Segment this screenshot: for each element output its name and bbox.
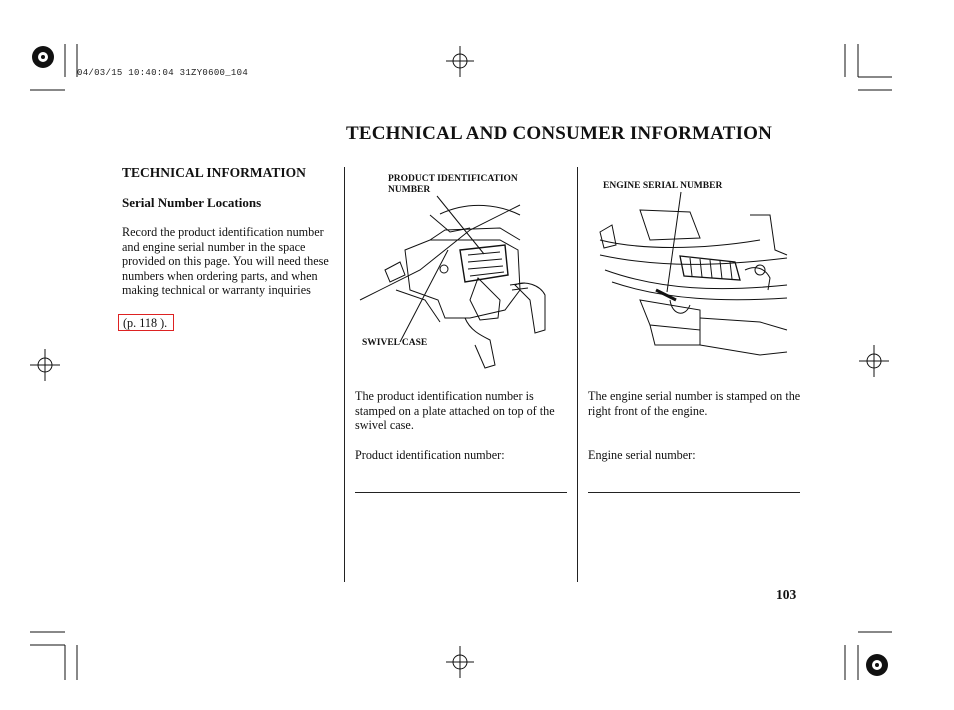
product-id-label-line1: PRODUCT IDENTIFICATION (388, 174, 518, 184)
product-id-description: The product identification number is stamped on a plate attached on top of the swivel case. (355, 389, 555, 433)
print-stamp: 04/03/15 10:40:04 31ZY0600_104 (77, 68, 249, 78)
page-title: TECHNICAL AND CONSUMER INFORMATION (346, 123, 773, 144)
product-id-field-label: Product identification number: (355, 448, 505, 462)
engine-serial-description: The engine serial number is stamped on the right front of the engine. (588, 389, 801, 418)
product-id-label-line2: NUMBER (388, 185, 431, 195)
engine-serial-blank-line (588, 492, 800, 493)
serial-number-mark (656, 290, 676, 300)
engine-serial-field-label: Engine serial number: (588, 448, 696, 462)
product-id-label (388, 174, 518, 196)
sub-heading: Serial Number Locations (122, 195, 262, 210)
engine-serial-label: ENGINE SERIAL NUMBER (603, 181, 723, 191)
section-heading: TECHNICAL INFORMATION (122, 165, 306, 180)
column-divider-right (577, 167, 578, 582)
engine-illustration (600, 210, 787, 355)
page-reference-link[interactable]: (p. 118 ). (118, 314, 174, 331)
product-id-blank-line (355, 492, 567, 493)
page-number: 103 (776, 587, 797, 602)
swivel-case-label: SWIVEL CASE (362, 338, 428, 348)
leader-line-right (667, 192, 681, 292)
column-divider-left (344, 167, 345, 582)
intro-paragraph: Record the product identification number and engine serial number in the space provided on this page. You will need these numbers when ordering parts, and when making technical or warranty inquiries (122, 225, 329, 298)
